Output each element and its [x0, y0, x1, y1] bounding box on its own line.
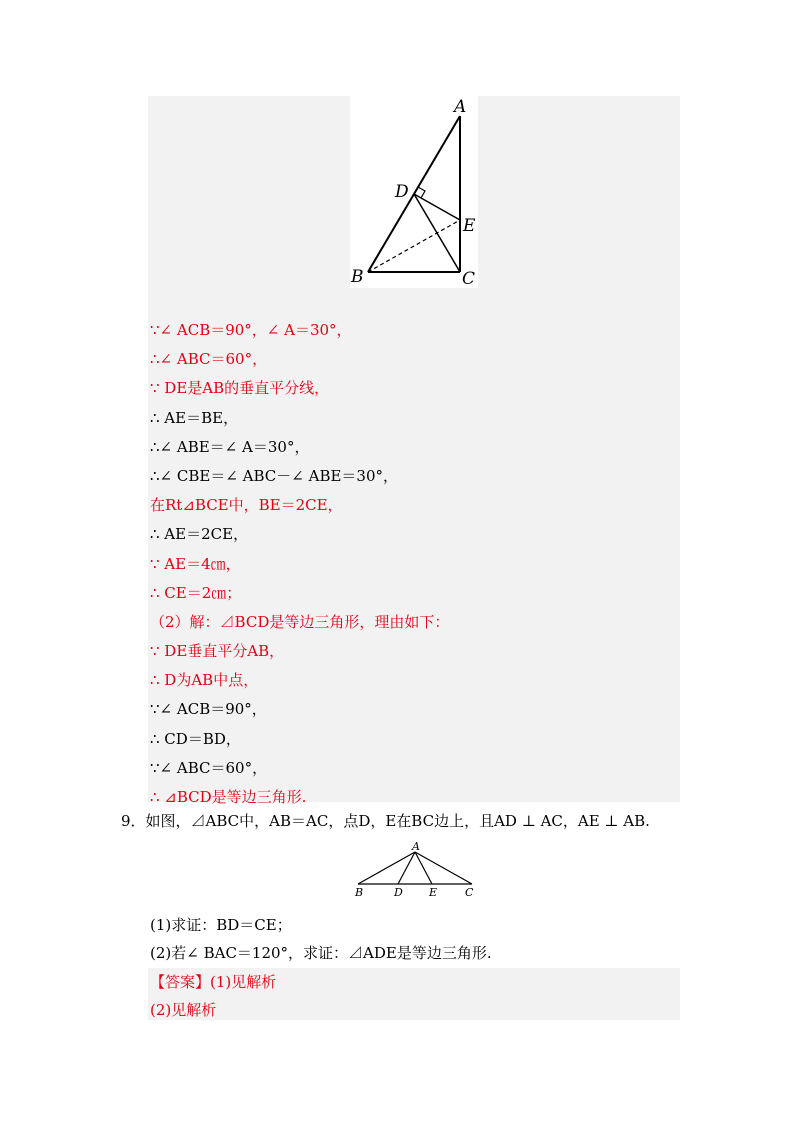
question-9-part1: (1)求证：BD＝CE；: [150, 916, 292, 934]
solution-line: ∴ D为AB中点，: [150, 671, 259, 690]
solution-line: ∴∠ CBE＝∠ ABC－∠ ABE＝30°，: [150, 466, 399, 485]
solution-line: ∵∠ ACB＝90°，∠ A＝30°，: [150, 321, 352, 339]
solution-line: ∵ DE是AB的垂直平分线，: [150, 379, 330, 398]
edge-be-dashed: [368, 220, 460, 272]
solution-line: ∴ ⊿BCD是等边三角形.: [150, 788, 307, 806]
label-d: D: [394, 886, 403, 899]
solution-line: ∴ AE＝BE，: [150, 408, 239, 427]
solution-line: ∵ AE＝4㎝，: [150, 554, 241, 573]
figure-triangle-abc: [350, 96, 478, 288]
solution-lines: [150, 316, 678, 812]
solution-line: ∵∠ ABC＝60°，: [150, 758, 268, 777]
answer-line2: (2)见解析: [150, 1001, 217, 1019]
solution-line: 在Rt⊿BCE中，BE＝2CE，: [150, 496, 343, 515]
solution-line: （2）解：⊿BCD是等边三角形，理由如下：: [150, 612, 450, 631]
label-b: B: [355, 886, 364, 899]
solution-line: ∴∠ ABE＝∠ A＝30°，: [150, 437, 310, 456]
figure-isosceles-abc: [352, 840, 478, 900]
label-c: C: [462, 269, 476, 288]
label-e: E: [429, 886, 438, 899]
solution-line: ∴ CE＝2㎝；: [150, 583, 242, 602]
solution-line: ∴ CD＝BD，: [150, 729, 241, 748]
solution-line: ∵∠ ACB＝90°，: [150, 700, 267, 719]
question-9-part2: (2)若∠ BAC＝120°，求证：⊿ADE是等边三角形.: [150, 944, 492, 962]
question-9-stem: 9．如图，⊿ABC中，AB＝AC，点D，E在BC边上，且AD ⊥ AC，AE ⊥ AB.: [121, 812, 650, 830]
answer-line1: 【答案】(1)见解析: [150, 973, 277, 991]
solution-line: ∵ DE垂直平分AB，: [150, 642, 285, 661]
label-a: A: [412, 840, 420, 853]
solution-line: ∴∠ ABC＝60°，: [150, 350, 268, 369]
label-b: B: [351, 267, 364, 287]
label-d: D: [395, 182, 409, 202]
label-e: E: [463, 216, 476, 236]
label-a: A: [454, 97, 467, 117]
label-c: C: [465, 886, 474, 899]
solution-line: ∴ AE＝2CE，: [150, 525, 249, 544]
